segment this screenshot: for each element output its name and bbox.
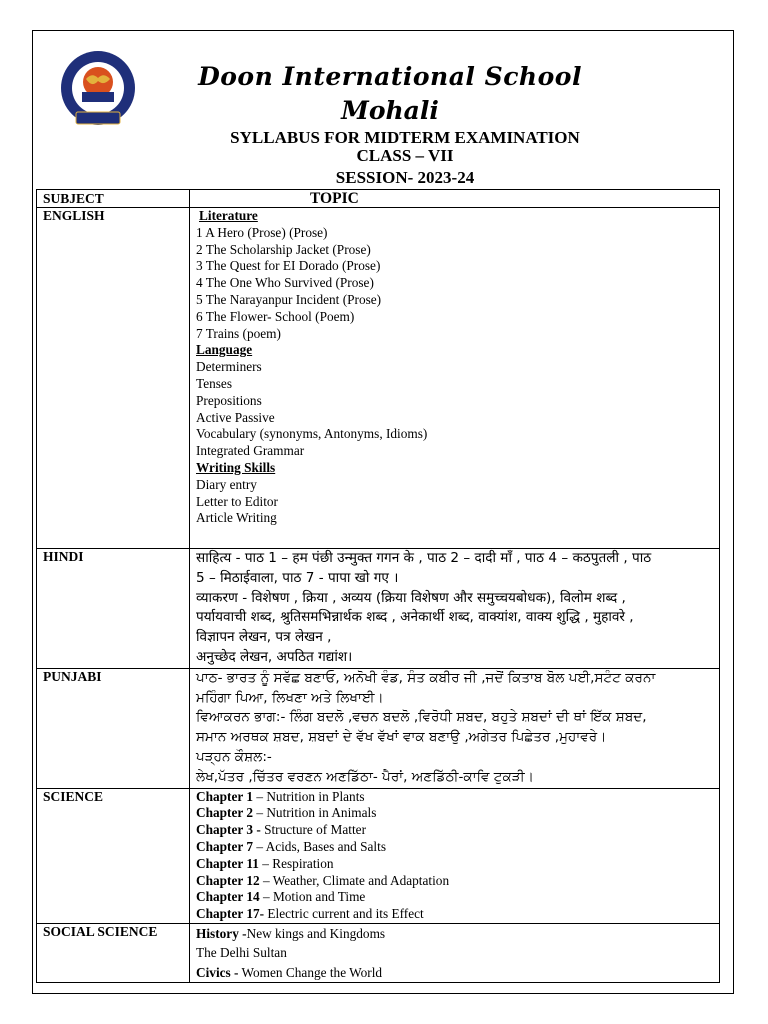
- punjabi-line: ਮਹਿੰਗਾ ਪਿਆ, ਲਿਖਣਾ ਅਤੇ ਲਿਖਾਈ।: [196, 689, 384, 706]
- civics-line: Civics - Women Change the World: [196, 964, 383, 980]
- literature-item: 2 The Scholarship Jacket (Prose): [196, 241, 371, 257]
- literature-item: 1 A Hero (Prose) (Prose): [196, 224, 328, 240]
- language-item: Active Passive: [196, 409, 275, 425]
- hindi-line: विज्ञापन लेखन, पत्र लेखन ,: [196, 629, 332, 646]
- table-header-row: [37, 190, 720, 208]
- language-item: Tenses: [196, 375, 232, 391]
- syllabus-table: [36, 189, 720, 983]
- subject-english: ENGLISH: [37, 208, 190, 549]
- hindi-line: 5 – मिठाईवाला, पाठ 7 - पापा खो गए ।: [196, 569, 399, 586]
- literature-item: 6 The Flower- School (Poem): [196, 308, 355, 324]
- writing-item: Article Writing: [196, 510, 277, 526]
- school-city: Mohali: [341, 96, 439, 125]
- subject-hindi: HINDI: [37, 549, 190, 669]
- topic-column-header: TOPIC: [190, 190, 720, 208]
- punjabi-line: ਪਾਠ- ਭਾਰਤ ਨੂੰ ਸਵੱਛ ਬਣਾਓ, ਅਨੋਖੀ ਵੰਡ, ਸੰਤ ਕਬੀਰ ਜੀ ,ਜਦੋਂ ਕਿਤਾਬ ਬੋਲ ਪਈ,ਸਟੰਟ ਕਰਨਾ: [196, 669, 656, 686]
- class-label: CLASS – VII: [356, 146, 454, 165]
- literature-item: 5 The Narayanpur Incident (Prose): [196, 291, 382, 307]
- table-row-social-science: [37, 923, 720, 983]
- punjabi-line: ਪੜ੍ਹਨ ਕੌਸ਼ਲ:-: [196, 748, 272, 765]
- science-chapter: Chapter 7 – Acids, Bases and Salts: [196, 838, 386, 854]
- literature-item: 4 The One Who Survived (Prose): [196, 275, 374, 291]
- literature-heading: Literature: [199, 208, 258, 223]
- writing-item: Letter to Editor: [196, 493, 278, 509]
- syllabus-title: SYLLABUS FOR MIDTERM EXAMINATION: [230, 128, 580, 147]
- science-chapter: Chapter 12 – Weather, Climate and Adaptation: [196, 872, 450, 888]
- science-chapter: Chapter 11 – Respiration: [196, 855, 334, 871]
- science-chapter: Chapter 14 – Motion and Time: [196, 889, 366, 905]
- topic-hindi: [190, 549, 720, 669]
- language-item: Integrated Grammar: [196, 443, 305, 459]
- language-item: Determiners: [196, 359, 262, 375]
- hindi-line: साहित्य - पाठ 1 – हम पंछी उन्मुक्त गगन के , पाठ 2 – दादी माँ , पाठ 4 – कठपुतली , पाठ: [196, 550, 652, 566]
- writing-item: Diary entry: [196, 476, 257, 492]
- school-name: Doon International School: [198, 62, 582, 91]
- table-row-punjabi: [37, 668, 720, 788]
- punjabi-line: ਵਿਆਕਰਨ ਭਾਗ:- ਲਿੰਗ ਬਦਲੋ ,ਵਚਨ ਬਦਲੋ ,ਵਿਰੋਧੀ ਸ਼ਬਦ, ਬਹੁਤੇ ਸ਼ਬਦਾਂ ਦੀ ਥਾਂ ਇੱਕ ਸ਼ਬਦ,: [196, 709, 647, 726]
- subject-science: SCIENCE: [37, 788, 190, 923]
- table-row-science: [37, 788, 720, 923]
- school-logo-icon: [58, 48, 138, 132]
- table-row-english: [37, 208, 720, 549]
- hindi-line: पर्यायवाची शब्द, श्रुतिसमभिन्नार्थक शब्द , अनेकार्थी शब्द, वाक्यांश, वाक्य शुद्धि , मुहावरे ,: [196, 609, 634, 626]
- punjabi-line: ਸਮਾਨ ਅਰਥਕ ਸ਼ਬਦ, ਸ਼ਬਦਾਂ ਦੇ ਵੱਖ ਵੱਖਾਂ ਵਾਕ ਬਣਾਉ ,ਅਗੇਤਰ ਪਿਛੇਤਰ ,ਮੁਹਾਵਰੇ।: [196, 729, 607, 746]
- topic-punjabi: [190, 668, 720, 788]
- subject-social-science: SOCIAL SCIENCE: [37, 923, 190, 983]
- hindi-line: व्याकरण - विशेषण , क्रिया , अव्यय (क्रिया विशेषण और समुच्चयबोधक), विलोम शब्द ,: [196, 589, 626, 606]
- language-item: Vocabulary (synonyms, Antonyms, Idioms): [196, 426, 428, 442]
- table-row-hindi: [37, 549, 720, 669]
- language-item: Prepositions: [196, 392, 262, 408]
- history-line: History -New kings and Kingdoms: [196, 925, 386, 941]
- language-heading: Language: [196, 342, 253, 358]
- subject-column-header: SUBJECT: [37, 190, 190, 208]
- literature-item: 7 Trains (poem): [196, 325, 281, 341]
- topic-social-science: [190, 923, 720, 983]
- science-chapter: Chapter 1 – Nutrition in Plants: [196, 788, 365, 804]
- subject-punjabi: PUNJABI: [37, 668, 190, 788]
- literature-item: 3 The Quest for EI Dorado (Prose): [196, 258, 381, 274]
- science-chapter: Chapter 2 – Nutrition in Animals: [196, 805, 377, 821]
- topic-english: [190, 208, 720, 549]
- session-label: SESSION- 2023-24: [335, 168, 475, 187]
- science-chapter: Chapter 17- Electric current and its Effect: [196, 906, 424, 922]
- hindi-line: अनुच्छेद लेखन, अपठित गद्यांश।: [196, 648, 353, 665]
- science-chapter: Chapter 3 - Structure of Matter: [196, 822, 367, 838]
- topic-science: [190, 788, 720, 923]
- punjabi-line: ਲੇਖ,ਪੱਤਰ ,ਚਿੱਤਰ ਵਰਣਨ ਅਣਡਿੱਠਾ- ਪੈਰਾਂ, ਅਣਡਿੱਠੀ-ਕਾਵਿ ਟੁਕੜੀ।: [196, 768, 534, 785]
- delhi-sultan-line: The Delhi Sultan: [196, 945, 287, 961]
- writing-heading: Writing Skills: [196, 459, 276, 475]
